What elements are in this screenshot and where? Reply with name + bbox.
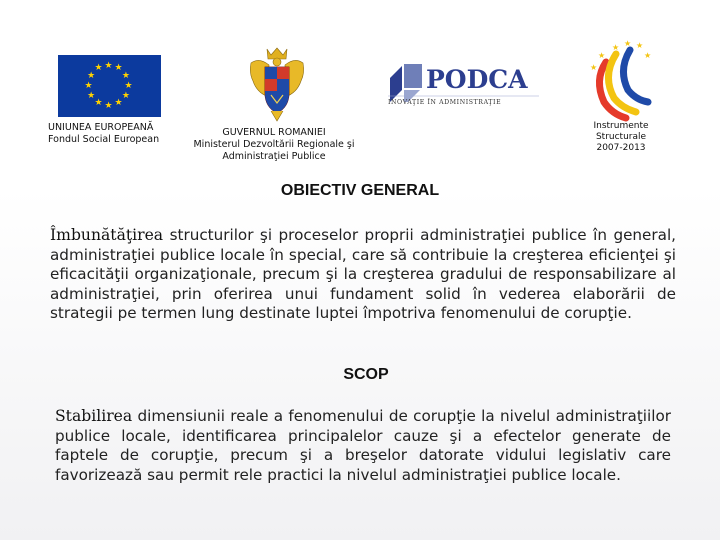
svg-text:★: ★ xyxy=(624,40,632,48)
scope-heading: SCOP xyxy=(343,366,389,383)
eu-caption xyxy=(48,122,173,146)
government-caption-line1: GUVERNUL ROMANIEI xyxy=(222,127,326,138)
objective-text: structurilor şi proceselor proprii administraţiei publice în general, administraţiei publice locale în special, care să contribuie la creşterea eficienţei şi eficacităţii organizaţionale, precum şi la creşterea gradului de responsabilizare al administraţiei, prin oferirea unui fundament solid în vederea elaborării de strategii pe termen lung destinate luptei împotriva fenomenului de corupţie. xyxy=(50,226,676,322)
is-caption-line3: 2007-2013 xyxy=(596,143,646,153)
scope-text: dimensiunii reale a fenomenului de corupţie la nivelul administraţiilor publice locale, identificarea principalelor cauze şi a efectelor generate de faptele de corupţie, precum şi a breşelor datorate vidului legislativ care favorizează sau permit rele practici la nivelul administraţiei publice locale. xyxy=(55,407,671,484)
is-caption-line1: Instrumente xyxy=(593,121,649,131)
eu-star-icon: ★ xyxy=(87,90,96,101)
eu-star-icon: ★ xyxy=(94,63,103,74)
instrumente-structurale-logo xyxy=(586,40,656,124)
eu-star-icon: ★ xyxy=(84,80,93,91)
svg-text:★: ★ xyxy=(636,41,644,50)
scope-lead-word: Stabilirea xyxy=(55,407,133,425)
eu-star-icon: ★ xyxy=(114,97,123,108)
objective-lead-word: Îmbunătăţirea xyxy=(50,226,164,244)
eu-caption-line1: UNIUNEA EUROPEANĂ xyxy=(48,122,154,133)
romanian-coat-of-arms-logo xyxy=(247,45,307,123)
svg-text:★: ★ xyxy=(612,43,620,52)
eu-star-icon: ★ xyxy=(104,100,113,111)
svg-text:INOVAŢIE ÎN ADMINISTRAŢIE: INOVAŢIE ÎN ADMINISTRAŢIE xyxy=(388,99,502,106)
instrumente-structurale-caption xyxy=(586,121,656,154)
is-caption-line2: Structurale xyxy=(595,132,647,142)
government-caption xyxy=(188,127,360,163)
eu-star-icon: ★ xyxy=(87,70,96,81)
svg-text:★: ★ xyxy=(590,63,598,72)
eu-caption-line2: Fondul Social European xyxy=(48,134,160,145)
objective-paragraph xyxy=(50,226,676,324)
svg-text:★: ★ xyxy=(598,51,606,60)
government-caption-line3: Administraţiei Publice xyxy=(222,151,326,162)
eu-star-icon: ★ xyxy=(121,90,130,101)
eu-star-icon: ★ xyxy=(94,97,103,108)
government-caption-line2: Ministerul Dezvoltării Regionale şi xyxy=(193,139,355,150)
scope-paragraph xyxy=(55,407,671,485)
podca-logo xyxy=(386,58,541,108)
objective-heading: OBIECTIV GENERAL xyxy=(280,182,440,199)
eu-star-icon: ★ xyxy=(121,70,130,81)
eu-star-icon: ★ xyxy=(104,60,113,71)
eu-star-icon: ★ xyxy=(114,63,123,74)
svg-text:PODCA: PODCA xyxy=(426,65,528,94)
eu-flag-logo xyxy=(58,55,161,117)
eu-star-icon: ★ xyxy=(124,80,133,91)
svg-text:★: ★ xyxy=(644,51,652,60)
